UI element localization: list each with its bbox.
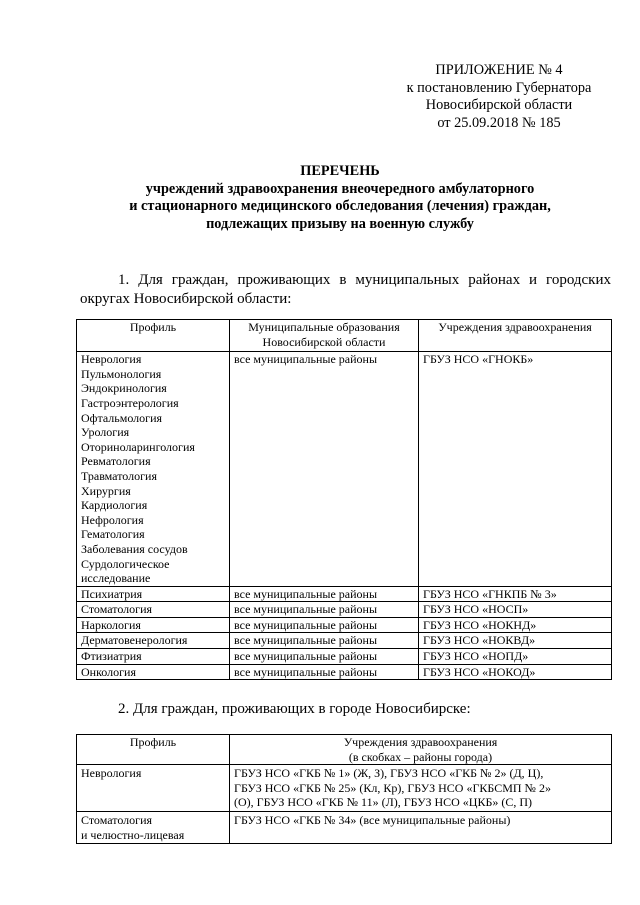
profile-cell: Психиатрия: [77, 586, 230, 602]
municipal-cell: все муниципальные районы: [230, 617, 419, 633]
municipal-cell: все муниципальные районы: [230, 602, 419, 618]
table-row: [77, 586, 612, 602]
header-profile: Профиль: [77, 735, 230, 765]
profile-item: Сурдологическое: [81, 556, 170, 571]
profile-item: Нефрология: [81, 512, 144, 527]
profile-item: Травматология: [81, 468, 157, 483]
profile-line-1: Неврология: [81, 766, 142, 781]
institution-line-1: ГБУЗ НСО «ГКБ № 1» (Ж, З), ГБУЗ НСО «ГКБ № 2» (Д, Ц),: [234, 766, 544, 781]
header-institution-line-2: (в скобках – районы города): [348, 749, 493, 764]
table-row: [77, 617, 612, 633]
section-2-heading: 2. Для граждан, проживающих в городе Новосибирске:: [118, 701, 471, 717]
institution-cell: ГБУЗ НСО «НОПД»: [419, 649, 612, 665]
profile-cell: Дерматовенерология: [77, 633, 230, 649]
annex-header: [392, 62, 606, 132]
table-row: [77, 765, 612, 812]
profile-list-cell: [77, 352, 230, 587]
profile-item: Урология: [81, 425, 130, 440]
profile-cell: Стоматология: [77, 602, 230, 618]
municipal-table: [76, 319, 612, 680]
institution-line-3: (О), ГБУЗ НСО «ГКБ № 11» (Л), ГБУЗ НСО «ЦКБ» (С, П): [234, 795, 533, 810]
profile-cell: [77, 765, 230, 812]
municipal-cell: все муниципальные районы: [230, 664, 419, 680]
profile-item: Кардиология: [81, 498, 148, 513]
profile-line-1: Стоматология: [81, 812, 153, 827]
municipal-cell: все муниципальные районы: [230, 352, 419, 587]
profile-cell: Наркология: [77, 617, 230, 633]
table-row: [77, 664, 612, 680]
header-municipal-line-1: Муниципальные образования: [248, 320, 400, 334]
institution-cell: [230, 765, 612, 812]
header-institution: [230, 735, 612, 765]
municipal-cell: все муниципальные районы: [230, 633, 419, 649]
table-row: [77, 811, 612, 843]
profile-item: Неврология: [81, 352, 142, 367]
table-header-row: [77, 735, 612, 765]
header-institution-line-1: Учреждения здравоохранения: [343, 735, 498, 749]
profile-item: Заболевания сосудов: [81, 541, 188, 556]
profile-line-2: и челюстно-лицевая: [81, 827, 185, 842]
table-row: [77, 649, 612, 665]
institution-cell: ГБУЗ НСО «ГНКПБ № 3»: [419, 586, 612, 602]
header-profile: Профиль: [77, 320, 230, 352]
institution-line-2: ГБУЗ НСО «ГКБ № 25» (Кл, Кр), ГБУЗ НСО «ГКБСМП № 2»: [234, 780, 551, 795]
table-row: [77, 633, 612, 649]
table-row: [77, 352, 612, 587]
document-title: [80, 163, 600, 233]
profile-item: Пульмонология: [81, 366, 162, 381]
header-institution: Учреждения здравоохранения: [419, 320, 612, 352]
institution-cell: [230, 811, 612, 843]
profile-item: исследование: [81, 571, 151, 586]
title-line-2: учреждений здравоохранения внеочередного амбулаторного: [145, 180, 535, 197]
institution-cell: ГБУЗ НСО «НОКВД»: [419, 633, 612, 649]
institution-line-1: ГБУЗ НСО «ГКБ № 34» (все муниципальные районы): [234, 812, 511, 827]
institution-cell: ГБУЗ НСО «НОКОД»: [419, 664, 612, 680]
profile-item: Оториноларингология: [81, 439, 195, 454]
header-municipal-line-2: Новосибирской области: [262, 334, 386, 349]
profile-item: Гастроэнтерология: [81, 395, 179, 410]
profile-item: Хирургия: [81, 483, 131, 498]
city-table: [76, 734, 612, 844]
title-line-4: подлежащих призыву на военную службу: [206, 215, 474, 232]
institution-cell: ГБУЗ НСО «НОКНД»: [419, 617, 612, 633]
municipal-cell: все муниципальные районы: [230, 649, 419, 665]
profile-cell: Фтизиатрия: [77, 649, 230, 665]
profile-item: Эндокринология: [81, 381, 167, 396]
institution-cell: ГБУЗ НСО «НОСП»: [419, 602, 612, 618]
title-line-3: и стационарного медицинского обследования (лечения) граждан,: [129, 198, 551, 214]
municipal-cell: все муниципальные районы: [230, 586, 419, 602]
profile-cell: Онкология: [77, 664, 230, 680]
table-row: [77, 602, 612, 618]
section-1-heading: 1. Для граждан, проживающих в муниципальных районах и городских округах Новосибирской области:: [80, 272, 611, 307]
institution-cell: ГБУЗ НСО «ГНОКБ»: [419, 352, 612, 587]
profile-cell: [77, 811, 230, 843]
table-header-row: [77, 320, 612, 352]
title-line-1: ПЕРЕЧЕНЬ: [300, 163, 380, 179]
profile-item: Гематология: [81, 527, 145, 542]
profile-item: Ревматология: [81, 454, 151, 469]
annex-title: ПРИЛОЖЕНИЕ № 4: [435, 62, 563, 78]
profile-item: Офтальмология: [81, 410, 163, 425]
header-municipal: [230, 320, 419, 352]
annex-region: Новосибирской области: [425, 97, 573, 113]
annex-decree: к постановлению Губернатора: [406, 79, 592, 96]
annex-date: от 25.09.2018 № 185: [437, 114, 561, 131]
